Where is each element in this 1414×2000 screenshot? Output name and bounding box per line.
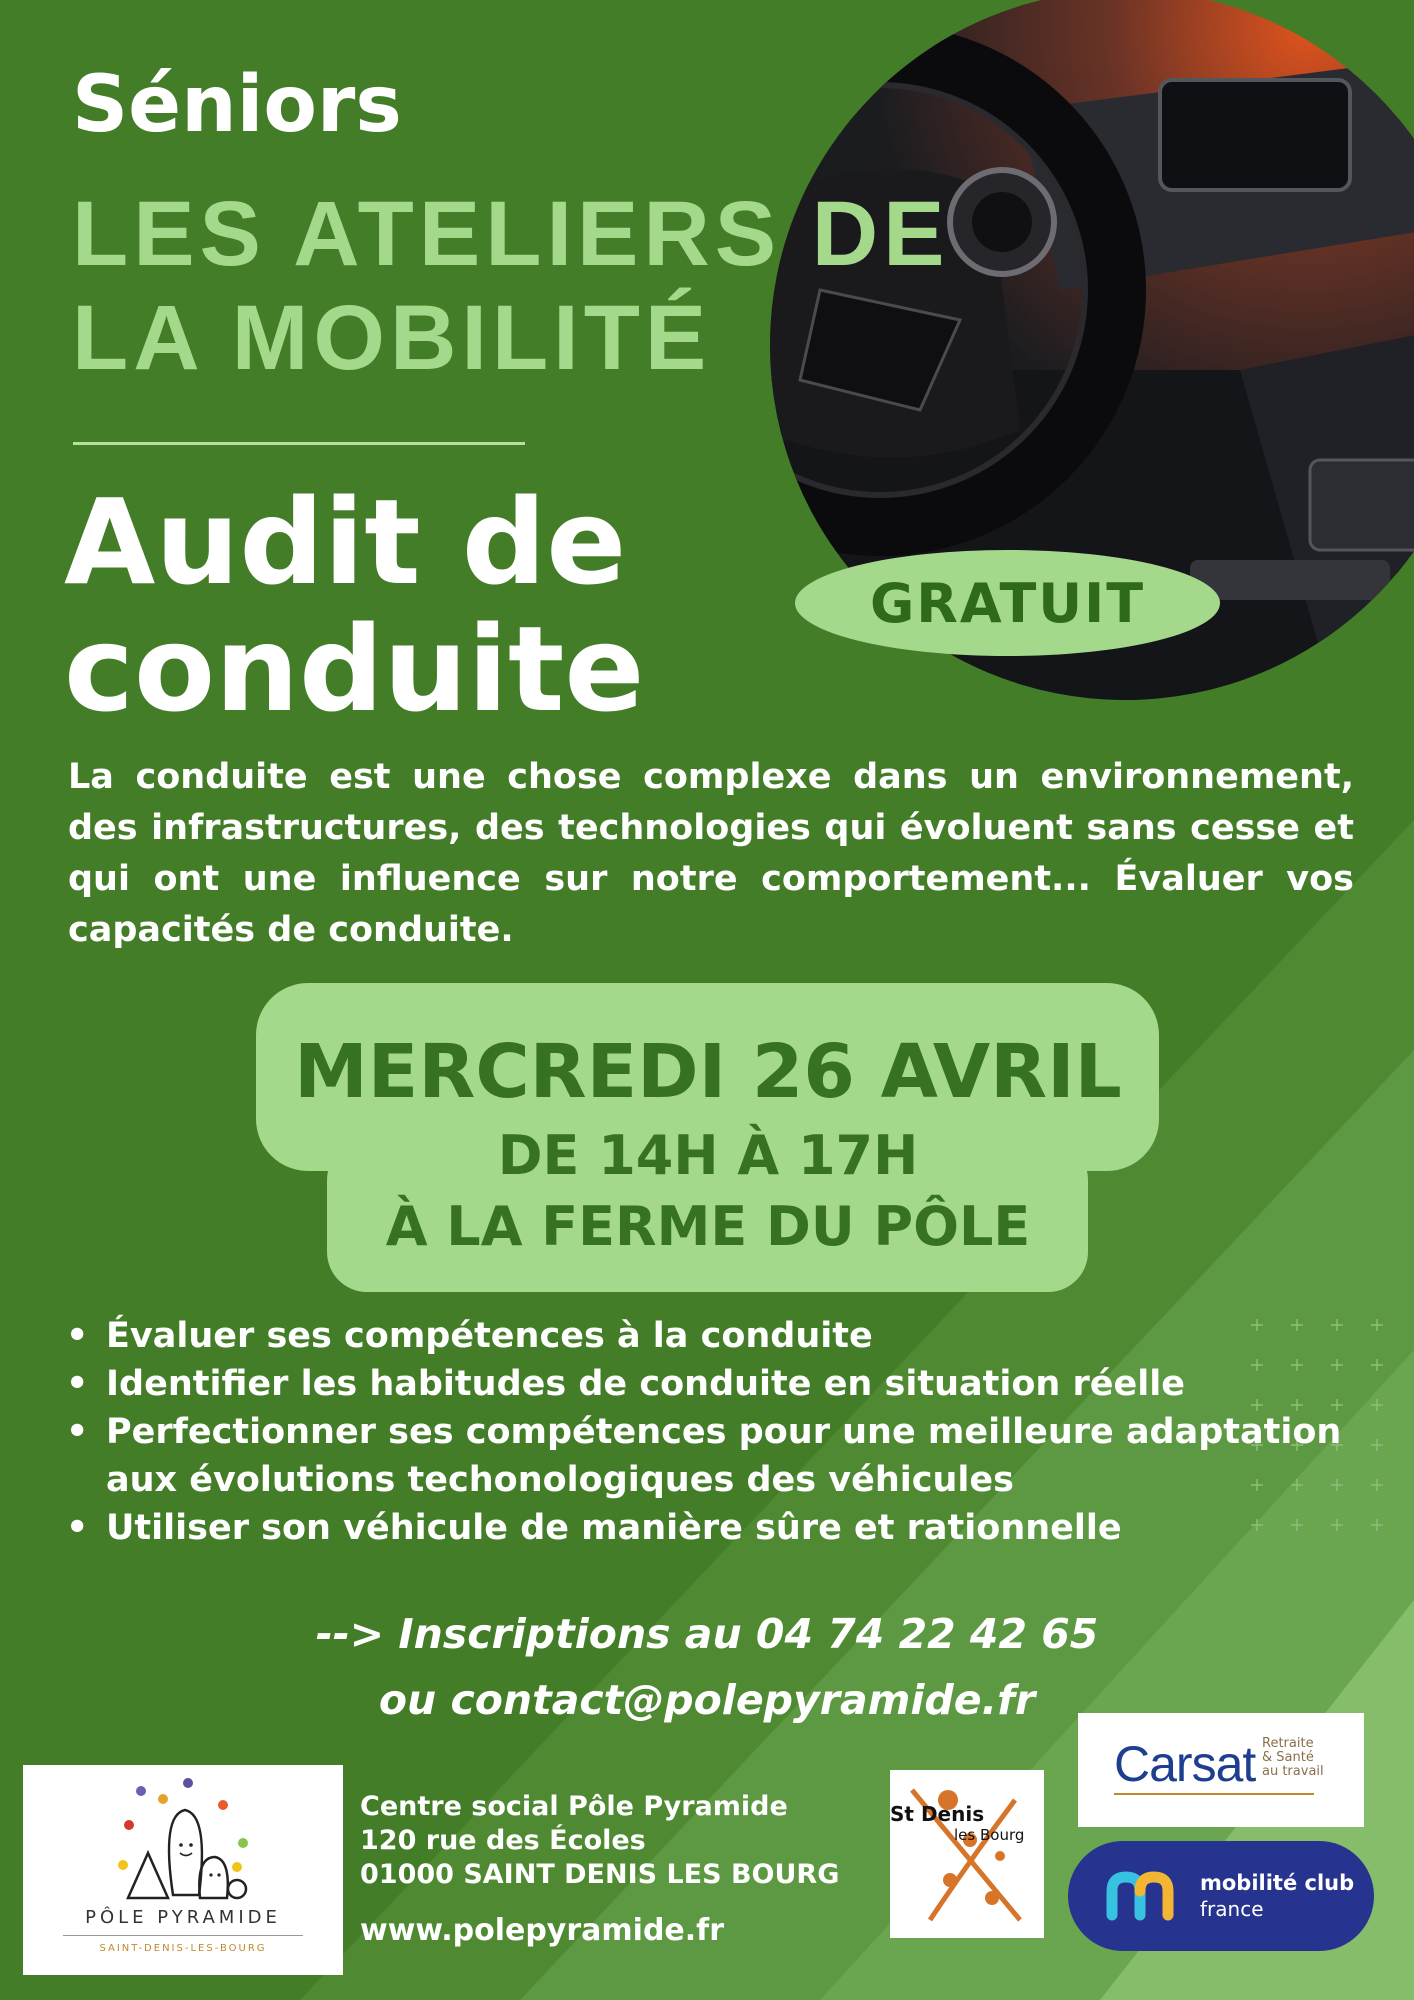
address-line-1: Centre social Pôle Pyramide xyxy=(360,1791,788,1822)
plus-mark xyxy=(1371,1519,1383,1531)
plus-mark xyxy=(1371,1439,1383,1451)
workshop-title-line-1: LES ATELIERS DE xyxy=(72,183,950,285)
objective-item: • Identifier les habitudes de conduite en situation réelle xyxy=(58,1360,1348,1408)
workshop-title-line-2: LA MOBILITÉ xyxy=(72,287,712,389)
free-badge: GRATUIT xyxy=(795,550,1220,656)
carsat-name: Carsat xyxy=(1114,1736,1256,1792)
mobilite-club-logo xyxy=(1068,1841,1374,1951)
st-denis-logo xyxy=(890,1770,1044,1938)
carsat-underline xyxy=(1114,1793,1314,1795)
plus-mark xyxy=(1371,1319,1383,1331)
address-line-2: 120 rue des Écoles xyxy=(360,1825,646,1856)
st-denis-logo-mark xyxy=(890,1770,1044,1938)
registration-phone[interactable]: --> Inscriptions au 04 74 22 42 65 xyxy=(315,1610,1099,1658)
st-denis-name: St Denis xyxy=(890,1802,985,1826)
registration-email[interactable]: ou contact@polepyramide.fr xyxy=(378,1676,1036,1724)
event-date: MERCREDI 26 AVRIL xyxy=(294,1029,1122,1115)
divider xyxy=(73,442,525,445)
objective-item: • Utiliser son véhicule de manière sûre et rationnelle xyxy=(58,1504,1348,1552)
objective-item: • Perfectionner ses compétences pour une meilleure adaptation aux évolutions techonologiques des véhicules xyxy=(58,1408,1348,1504)
intro-paragraph: La conduite est une chose complexe dans un environnement, des infrastructures, des technologies qui évoluent sans cesse et qui ont une influence sur notre comportement... Évaluer vos capacités de conduite. xyxy=(68,757,1354,950)
event-title-line-1: Audit de xyxy=(64,473,627,611)
logo-name: PÔLE PYRAMIDE xyxy=(85,1907,281,1928)
carsat-logo xyxy=(1078,1713,1364,1827)
logo-rule xyxy=(63,1935,303,1936)
objectives-list xyxy=(58,1312,1348,1552)
event-title-line-2: conduite xyxy=(64,600,645,738)
website-link[interactable]: www.polepyramide.fr xyxy=(360,1913,725,1948)
pole-pyramide-logo xyxy=(23,1765,343,1975)
mobilite-club-line-1: mobilité club xyxy=(1200,1871,1355,1895)
st-denis-sub: les Bourg xyxy=(954,1826,1025,1844)
event-time: DE 14H À 17H xyxy=(497,1124,919,1187)
kicker-seniors: Séniors xyxy=(72,60,402,150)
mobilite-club-icon xyxy=(1106,1871,1186,1921)
plus-mark xyxy=(1371,1479,1383,1491)
carsat-tagline: Retraite & Santé au travail xyxy=(1262,1736,1324,1779)
event-place: À LA FERME DU PÔLE xyxy=(385,1195,1031,1258)
plus-mark xyxy=(1371,1399,1383,1411)
mobilite-club-line-2: france xyxy=(1200,1897,1264,1921)
address-line-3: 01000 SAINT DENIS LES BOURG xyxy=(360,1859,840,1890)
logo-subtitle: SAINT-DENIS-LES-BOURG xyxy=(99,1943,267,1954)
objective-item: • Évaluer ses compétences à la conduite xyxy=(58,1312,1348,1360)
plus-mark xyxy=(1371,1359,1383,1371)
